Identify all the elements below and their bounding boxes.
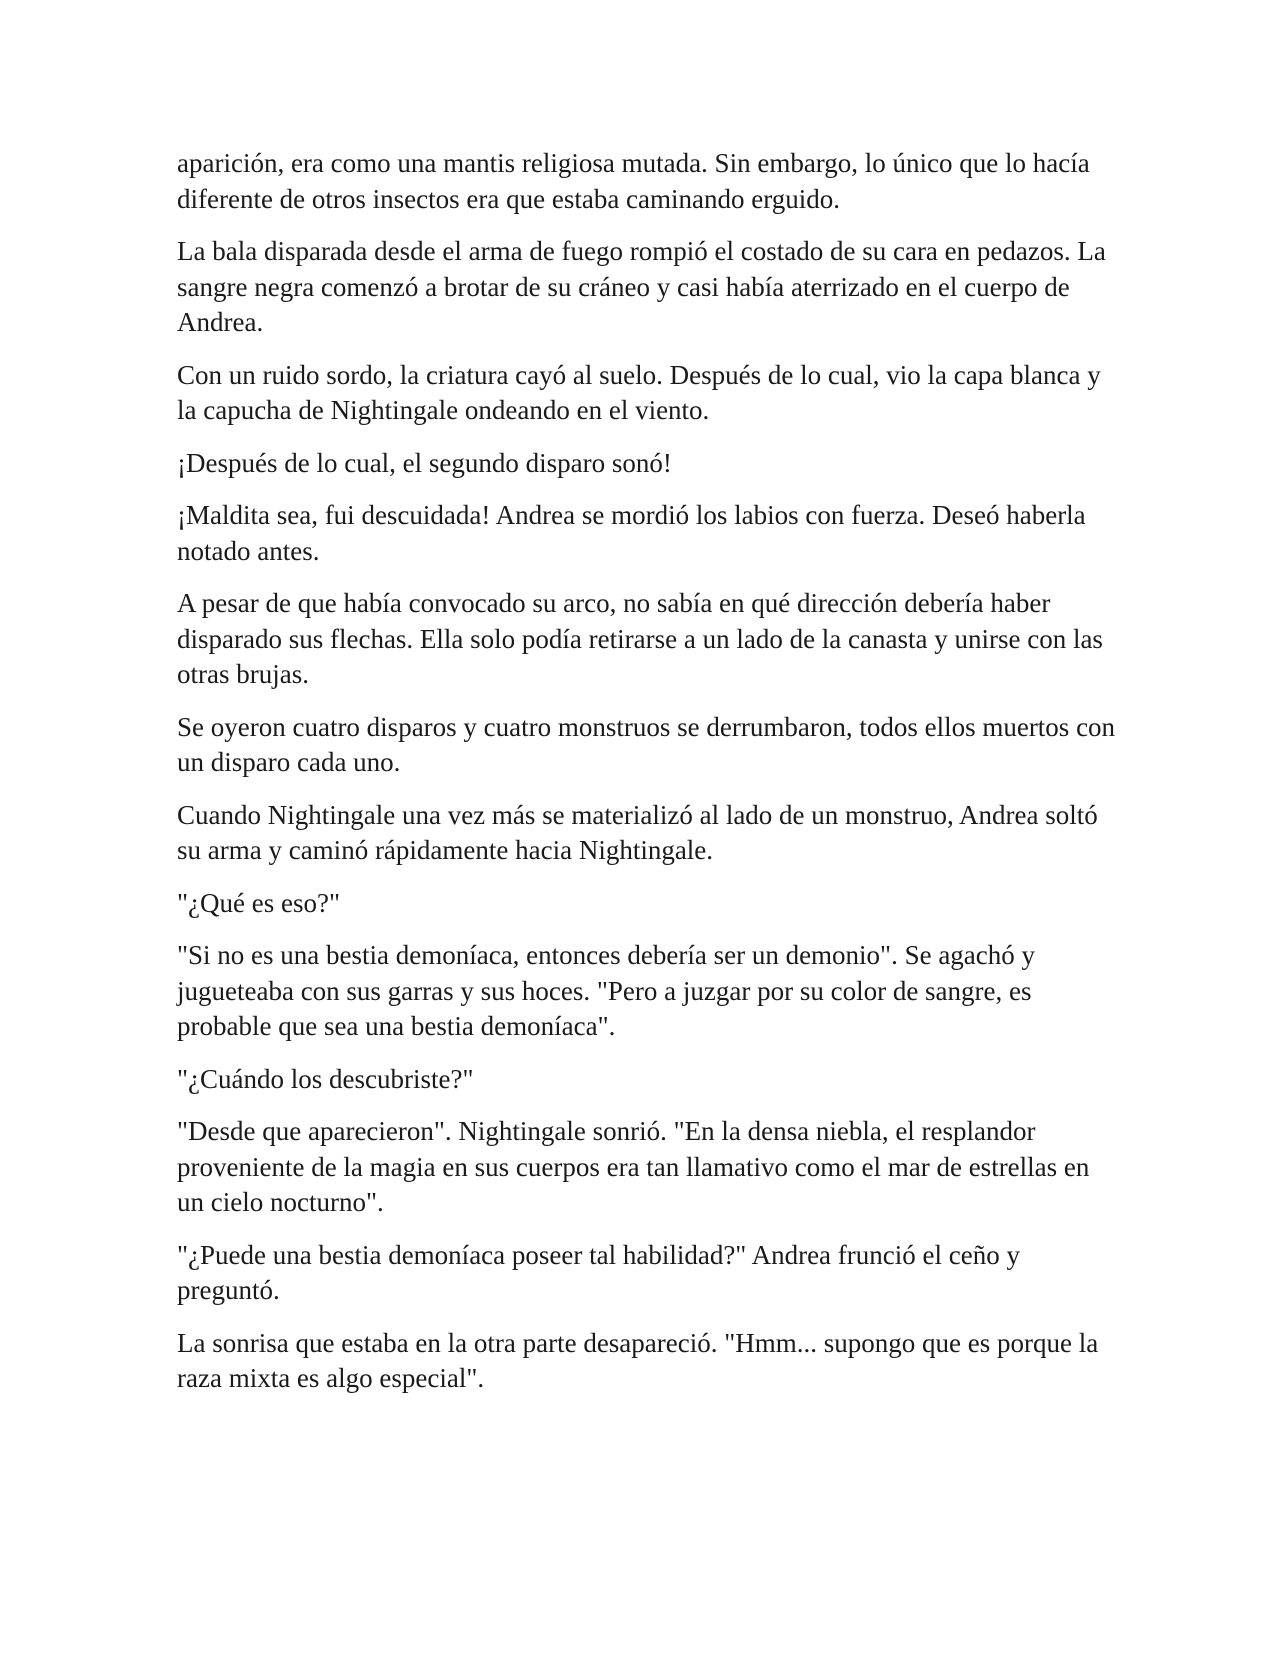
- paragraph: "¿Qué es eso?": [177, 887, 340, 918]
- paragraph: "Desde que aparecieron". Nightingale sonrió. "En la densa niebla, el resplandor proveniente de la magia en sus cuerpos era tan llamativo como el mar de estrellas en un cielo nocturno".: [177, 1116, 1090, 1217]
- paragraph: La bala disparada desde el arma de fuego rompió el costado de su cara en pedazos. La sangre negra comenzó a brotar de su cráneo y casi había aterrizado en el cuerpo de Andrea.: [177, 236, 1106, 337]
- paragraph: "Si no es una bestia demoníaca, entonces debería ser un demonio". Se agachó y jugueteaba con sus garras y sus hoces. "Pero a juzgar por su color de sangre, es probable que sea una bestia demoníaca".: [177, 940, 1036, 1041]
- body-text: [177, 146, 1117, 1414]
- paragraph: A pesar de que había convocado su arco, no sabía en qué dirección debería haber disparado sus flechas. Ella solo podía retirarse a un lado de la canasta y unirse con las otras brujas.: [177, 588, 1103, 689]
- paragraph: Se oyeron cuatro disparos y cuatro monstruos se derrumbaron, todos ellos muertos con un disparo cada uno.: [177, 711, 1116, 777]
- paragraph: La sonrisa que estaba en la otra parte desapareció. "Hmm... supongo que es porque la raza mixta es algo especial".: [177, 1327, 1099, 1393]
- paragraph: ¡Después de lo cual, el segundo disparo sonó!: [177, 447, 672, 478]
- paragraph: Con un ruido sordo, la criatura cayó al suelo. Después de lo cual, vio la capa blanca y la capucha de Nightingale ondeando en el viento.: [177, 359, 1101, 425]
- paragraph: "¿Puede una bestia demoníaca poseer tal habilidad?" Andrea frunció el ceño y preguntó.: [177, 1239, 1020, 1305]
- paragraph: "¿Cuándo los descubriste?": [177, 1063, 474, 1094]
- paragraph: ¡Maldita sea, fui descuidada! Andrea se mordió los labios con fuerza. Deseó haberla notado antes.: [177, 500, 1086, 566]
- paragraph: aparición, era como una mantis religiosa mutada. Sin embargo, lo único que lo hacía diferente de otros insectos era que estaba caminando erguido.: [177, 148, 1090, 214]
- paragraph: Cuando Nightingale una vez más se materializó al lado de un monstruo, Andrea soltó su arma y caminó rápidamente hacia Nightingale.: [177, 799, 1098, 865]
